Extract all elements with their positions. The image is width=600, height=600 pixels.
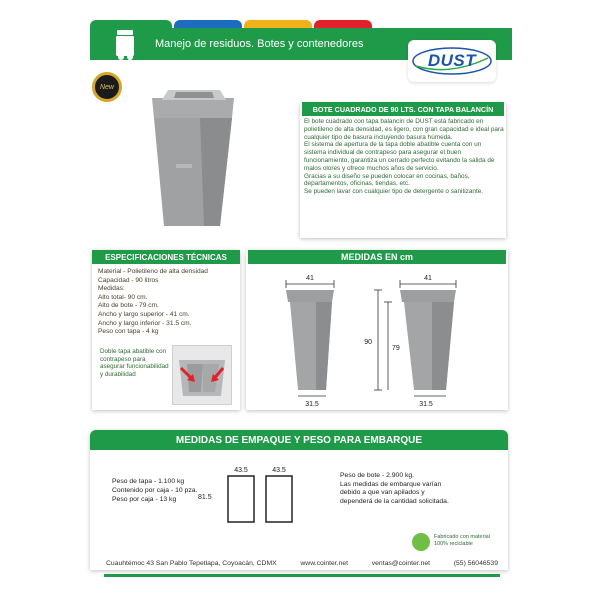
measures-diagram xyxy=(246,266,508,410)
footer-address: Cuauhtémoc 43 San Pablo Tepetlapa, Coyoacán, CDMX xyxy=(106,560,277,567)
trash-bin-icon xyxy=(112,28,140,62)
description-paragraph: Gracias a su diseño se pueden colocar en cocinas, baños, departamentos, oficinas, tiendas, etc. xyxy=(304,172,470,188)
brand-logo-text: DUST xyxy=(427,51,477,70)
product-bin-image xyxy=(150,88,236,228)
footer-website[interactable]: www.cointer.net xyxy=(300,560,348,567)
spec-line: Material - Polietileno de alta densidad xyxy=(98,268,208,275)
total-height-label: 90 xyxy=(364,339,372,346)
left-bin-drawing xyxy=(286,290,334,390)
packaging-line: Peso de bote - 2.900 kg. xyxy=(340,472,415,479)
footer xyxy=(106,560,498,567)
right-top-width: 41 xyxy=(424,275,432,282)
left-top-width: 41 xyxy=(306,275,314,282)
box-height-label-holder xyxy=(198,494,212,501)
spec-line: Medidas: xyxy=(98,285,125,293)
packaging-title: MEDIDAS DE EMPAQUE Y PESO PARA EMBARQUE xyxy=(90,430,508,450)
packaging-line: Las medidas de embarque varían xyxy=(340,480,442,488)
recycle-icon xyxy=(412,533,430,551)
measures-title: MEDIDAS EN cm xyxy=(248,250,506,264)
box-dimensions-diagram xyxy=(222,460,302,526)
specs-title: ESPECIFICACIONES TÉCNICAS xyxy=(92,250,240,264)
lid-note: Doble tapa abatible con contrapeso para asegurar funcionabilidad y durabilidad xyxy=(100,348,169,378)
brand-logo xyxy=(408,40,496,82)
packaging-right-list xyxy=(340,472,480,506)
spec-line: Ancho y largo superior - 41 cm. xyxy=(98,310,190,318)
description-body xyxy=(304,118,504,196)
spec-line: Alto total- 90 cm. xyxy=(98,293,148,301)
packaging-line: debido a que van apilados y xyxy=(340,489,425,497)
box-width-1: 43.5 xyxy=(234,467,248,474)
bottom-rule xyxy=(104,574,500,577)
spec-line: Peso con tapa - 4 kg xyxy=(98,328,159,336)
footer-phone: (55) 56046539 xyxy=(453,560,498,567)
box-height-label: 81.5 xyxy=(198,494,212,501)
packaging-line: Contenido por caja - 10 pza. xyxy=(112,487,198,494)
recycle-note: Fabricado con material 100% reciclable xyxy=(434,534,490,547)
packaging-line: Peso por caja - 13 kg xyxy=(112,496,177,503)
spec-line: Ancho y largo inferior - 31.5 cm. xyxy=(98,319,192,327)
description-paragraph: Se pueden lavar con cualquier tipo de detergente o sanitizante. xyxy=(304,188,484,196)
packaging-line: dependerá de la cantidad solicitada. xyxy=(340,497,449,505)
header-title: Manejo de residuos. Botes y contenedores xyxy=(155,38,364,50)
specs-list xyxy=(98,268,208,337)
description-title: BOTE CUADRADO DE 90 LTS. CON TAPA BALANCÍN xyxy=(302,102,504,116)
box-width-2: 43.5 xyxy=(272,467,286,474)
quality-badge xyxy=(92,72,122,102)
footer-email[interactable]: ventas@cointer.net xyxy=(371,560,431,567)
left-bottom-width: 31.5 xyxy=(305,401,319,408)
description-paragraph: El bote cuadrado con tapa balancín de DUST está fabricado en polietileno de alta densidad, es ligero, con gran capacidad e ideal para cualquier tipo de basura incluyendo basura húmeda. xyxy=(304,118,504,141)
badge-text: New xyxy=(99,83,114,91)
lid-detail-image xyxy=(172,345,232,405)
right-bin-drawing xyxy=(400,290,456,390)
spec-line: Capacidad - 90 litros xyxy=(98,276,159,284)
spec-line: Alto de bote - 79 cm. xyxy=(98,302,159,310)
bin-height-label: 79 xyxy=(392,345,400,352)
packaging-line: Peso de tapa - 1.100 kg xyxy=(112,478,185,485)
right-bottom-width: 31.5 xyxy=(419,401,433,408)
description-paragraph: El sistema de apertura de la tapa doble abatible cuenta con un sistema individual de contrapeso para asegurar el buen funcionamiento, garantiza un cerrado perfecto evitando la salida de malos olores y ofrece muchos años de servicio. xyxy=(304,141,495,172)
packaging-left-list xyxy=(112,477,197,504)
